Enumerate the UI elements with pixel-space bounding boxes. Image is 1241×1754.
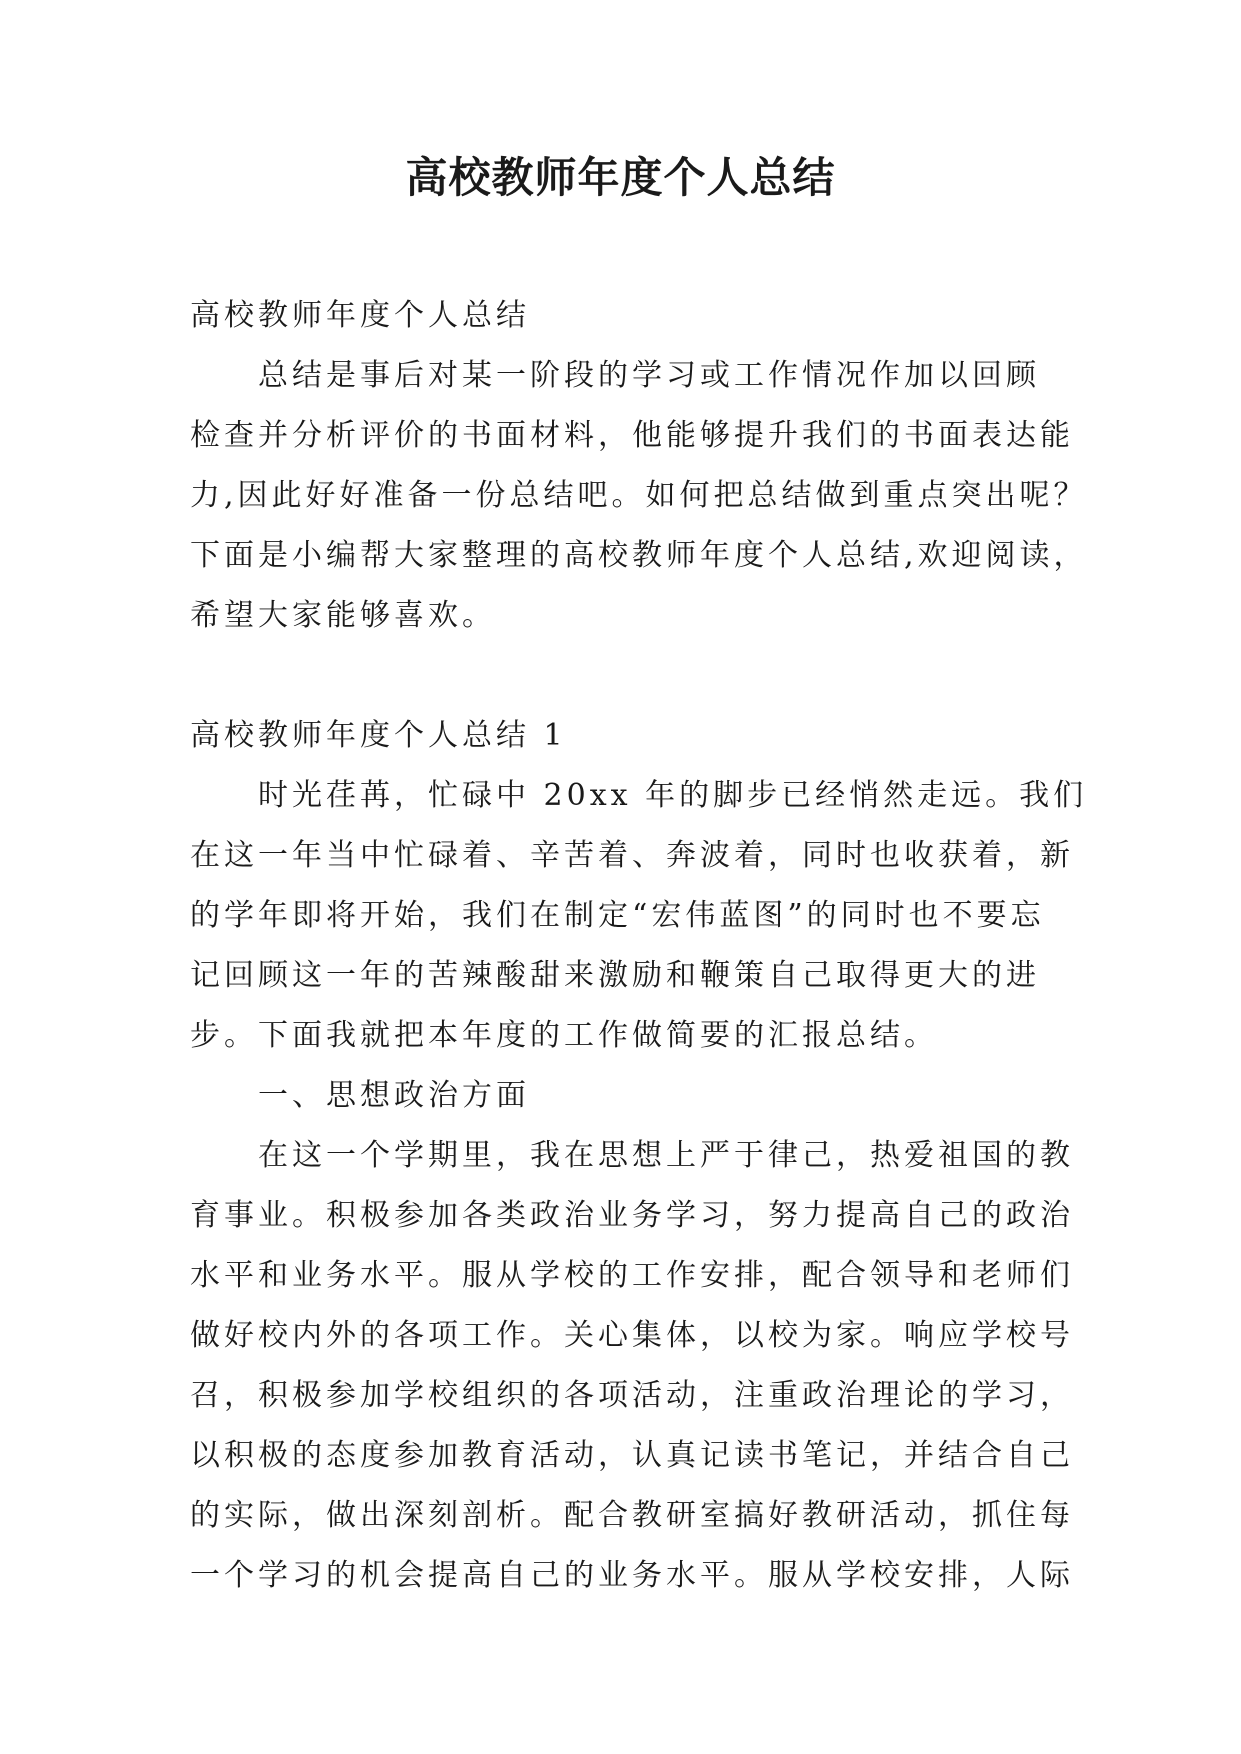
text-line: 的实际，做出深刻剖析。配合教研室搞好教研活动，抓住每 [190,1498,1074,1533]
text-line: 做好校内外的各项工作。关心集体，以校为家。响应学校号 [190,1318,1074,1353]
text-line: 的学年即将开始，我们在制定“宏伟蓝图”的同时也不要忘 [190,898,1045,933]
text-line: 下面是小编帮大家整理的高校教师年度个人总结,欢迎阅读， [190,538,1088,573]
text-line: 步。下面我就把本年度的工作做简要的汇报总结。 [190,1018,938,1053]
text-line: 一个学习的机会提高自己的业务水平。服从学校安排，人际 [190,1558,1074,1593]
blank-line [190,646,1070,706]
text-line: 在这一个学期里，我在思想上严于律己，热爱祖国的教 [258,1138,1074,1173]
text-line: 记回顾这一年的苦辣酸甜来激励和鞭策自己取得更大的进 [190,958,1040,993]
text-line: 召，积极参加学校组织的各项活动，注重政治理论的学习， [190,1378,1074,1413]
text-line: 在这一年当中忙碌着、辛苦着、奔波着，同时也收获着，新 [190,838,1074,873]
text-line: 希望大家能够喜欢。 [190,598,496,633]
text-line: 总结是事后对某一阶段的学习或工作情况作加以回顾 [258,358,1040,393]
text-line: 力,因此好好准备一份总结吧。如何把总结做到重点突出呢？ [190,478,1088,513]
text-line: 时光荏苒，忙碌中 20xx 年的脚步已经悄然走远。我们 [258,778,1088,813]
text-line: 以积极的态度参加教育活动，认真记读书笔记，并结合自己 [190,1438,1074,1473]
text-line: 育事业。积极参加各类政治业务学习，努力提高自己的政治 [190,1198,1074,1233]
document-title: 高校教师年度个人总结 [405,153,836,202]
text-line: 水平和业务水平。服从学校的工作安排，配合领导和老师们 [190,1258,1074,1293]
text-line: 一、思想政治方面 [258,1078,530,1113]
text-line: 高校教师年度个人总结 [190,298,530,333]
text-line: 检查并分析评价的书面材料，他能够提升我们的书面表达能 [190,418,1074,453]
text-line: 高校教师年度个人总结 1 [190,718,567,753]
document-body [190,286,1088,1606]
